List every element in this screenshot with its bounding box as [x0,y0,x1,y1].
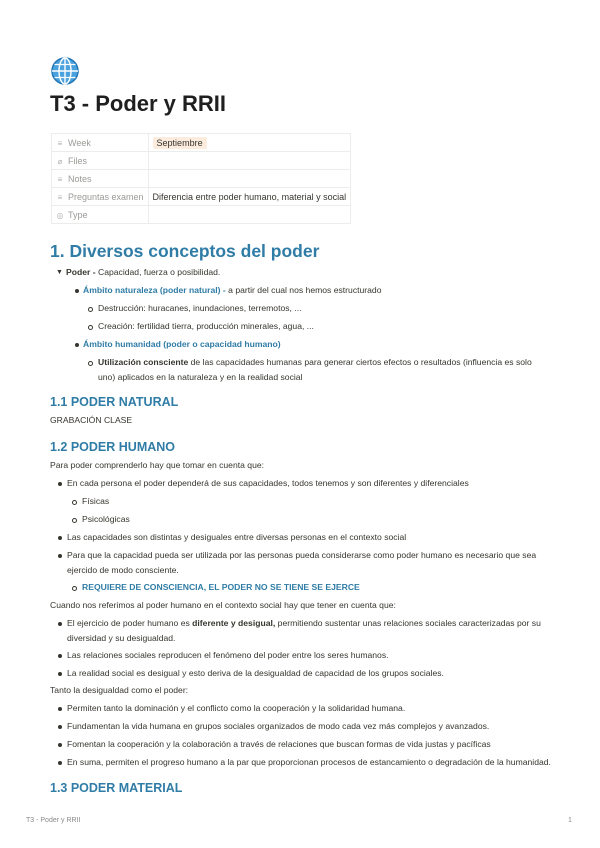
list-item: Creación: fertilidad tierra, producción minerales, agua, ... [98,321,314,331]
heading-poder-natural: 1.1 PODER NATURAL [50,395,179,409]
property-row-week [52,134,351,152]
footer-title: T3 - Poder y RRII [26,817,81,824]
heading-poder-material: 1.3 PODER MATERIAL [50,781,183,795]
circle-bullet-icon [72,500,77,505]
property-key: Week [68,137,91,148]
list-item: Destrucción: huracanes, inundaciones, terremotos, ... [98,303,302,313]
bullet-icon [75,289,79,293]
bullet-icon [58,743,62,747]
week-tag: Septiembre [153,137,207,149]
circle-bullet-icon [72,518,77,523]
list-item: Las capacidades son distintas y desiguales entre diversas personas en el contexto social [67,532,407,542]
circle-bullet-icon [72,586,77,591]
property-value[interactable] [148,170,351,188]
list-item: La realidad social es desigual y esto deriva de la desigualdad de capacidad de los grupos sociales. [67,668,444,678]
list-item: El ejercicio de poder humano es diferente y desigual, permitiendo sustentar unas relaciones sociales caracterizadas por su diversidad y su desigualdad. [67,618,541,643]
property-value[interactable] [148,152,351,170]
paperclip-icon: ⌀ [57,156,63,166]
bullet-icon [58,482,62,486]
list-icon: ≡ [57,192,63,202]
list-item: Fomentan la cooperación y la colaboración a través de relaciones que buscan formas de vida justas y pacíficas [67,739,491,749]
list-item: Físicas [82,496,110,506]
property-row-notes [52,170,351,188]
list-icon: ≡ [57,138,63,148]
bullet-icon [75,343,79,347]
circle-bullet-icon [88,325,93,330]
list-item: Fundamentan la vida humana en grupos sociales organizados de modo cada vez más complejos y avanzados. [67,721,490,731]
list-item: En cada persona el poder dependerá de sus capacidades, todos tenemos y son diferentes y diferenciales [67,478,469,488]
bullet-icon [58,725,62,729]
page-title: T3 - Poder y RRII [50,91,227,116]
bullet-icon [58,672,62,676]
list-icon: ≡ [57,174,63,184]
paragraph: GRABACIÓN CLASE [50,415,133,425]
paragraph: Para poder comprenderlo hay que tomar en cuenta que: [50,460,265,470]
heading-diversos-conceptos: 1. Diversos conceptos del poder [50,241,320,261]
paragraph: Tanto la desigualdad como el poder: [50,685,189,695]
toggle-triangle-icon[interactable]: ▼ [56,269,63,276]
property-key: Preguntas examen [68,191,144,202]
properties-table [51,133,351,224]
list-item: Ámbito humanidad (poder o capacidad humano) [83,339,281,349]
property-key: Files [68,155,88,166]
list-item: Permiten tanto la dominación y el conflicto como la cooperación y la solidaridad humana. [67,703,406,713]
list-item: Para que la capacidad pueda ser utilizada por las personas pueda considerarse como poder humano es necesario que sea ejercido de modo consciente. [67,550,537,575]
property-row-type [52,206,351,224]
list-item: Psicológicas [82,514,130,524]
globe-icon [50,56,80,86]
toggle-poder[interactable]: Poder - Capacidad, fuerza o posibilidad. [66,267,221,277]
bullet-icon [58,536,62,540]
property-key: Type [68,209,88,220]
bullet-icon [58,707,62,711]
list-item: Las relaciones sociales reproducen el fenómeno del poder entre los seres humanos. [67,650,389,660]
list-item: En suma, permiten el progreso humano a la par que proporcionan procesos de estancamiento o degradación de la humanidad. [67,757,551,767]
circle-bullet-icon [88,307,93,312]
bullet-icon [58,761,62,765]
property-key: Notes [68,173,92,184]
property-row-preguntas [52,188,351,206]
property-row-files [52,152,351,170]
bullet-icon [58,554,62,558]
paragraph: Cuando nos referimos al poder humano en el contexto social hay que tener en cuenta que: [50,600,396,610]
circle-bullet-icon [88,361,93,366]
list-item: Utilización consciente de las capacidades humanas para generar ciertos efectos o resultados (influencia es solo uno) aplicados en la naturaleza y en la realidad social [98,357,532,382]
bullet-icon [58,622,62,626]
list-item: Ámbito naturaleza (poder natural) - a partir del cual nos hemos estructurado [83,285,382,295]
page-number: 1 [568,817,572,824]
bullet-icon [58,654,62,658]
list-item: REQUIERE DE CONSCIENCIA, EL PODER NO SE TIENE SE EJERCE [82,582,360,592]
select-icon: ◎ [56,210,64,220]
heading-poder-humano: 1.2 PODER HUMANO [50,440,176,454]
property-value[interactable] [148,206,351,224]
property-value[interactable]: Diferencia entre poder humano, material y social [148,188,351,206]
